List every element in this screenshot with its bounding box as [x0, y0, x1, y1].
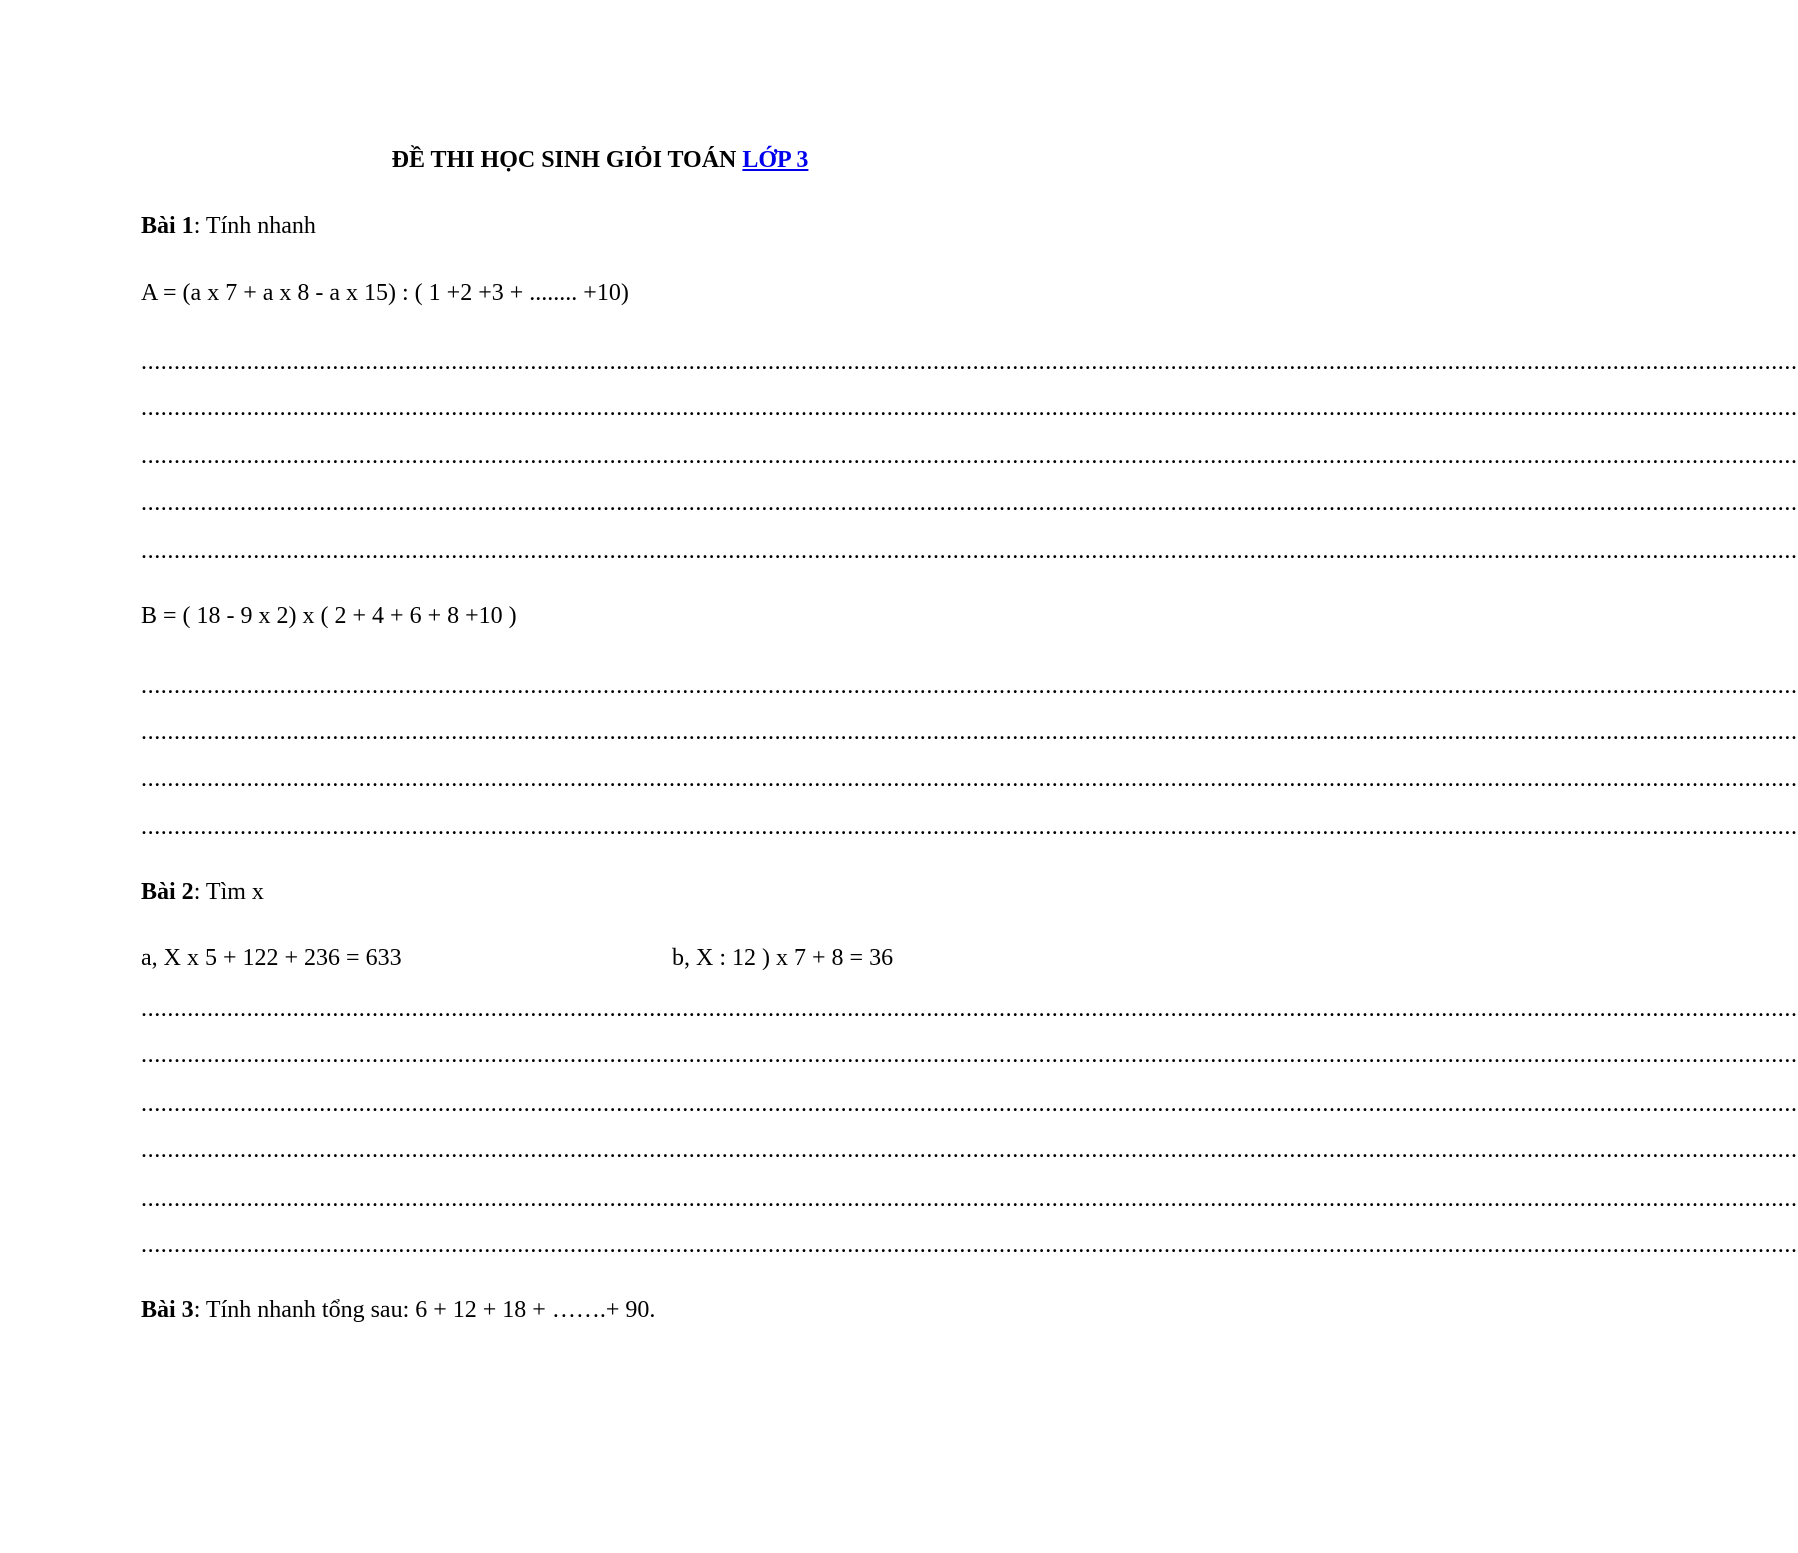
bai1-heading — [141, 211, 316, 241]
bai3-heading-text: : Tính nhanh tổng sau: 6 + 12 + 18 + …….+ 90. — [193, 1297, 656, 1323]
answer-line: ........................................................................................................................................................................................................................................................... — [141, 1042, 1798, 1068]
bai2-part-a: a, X x 5 + 122 + 236 = 633 — [141, 945, 402, 971]
bai1-heading-text: : Tính nhanh — [193, 213, 316, 239]
bai2-heading — [141, 877, 264, 907]
page-title — [0, 145, 1200, 175]
answer-line: ........................................................................................................................................................................................................................................................... — [141, 719, 1798, 745]
answer-line: ........................................................................................................................................................................................................................................................... — [141, 673, 1798, 699]
bai1-expression-b: B = ( 18 - 9 x 2) x ( 2 + 4 + 6 + 8 +10 ) — [141, 603, 517, 629]
answer-line: ........................................................................................................................................................................................................................................................... — [141, 1232, 1798, 1258]
answer-line: ........................................................................................................................................................................................................................................................... — [141, 490, 1798, 516]
bai3-heading — [141, 1295, 655, 1325]
answer-line: ........................................................................................................................................................................................................................................................... — [141, 1186, 1798, 1212]
answer-line: ........................................................................................................................................................................................................................................................... — [141, 538, 1798, 564]
answer-line: ........................................................................................................................................................................................................................................................... — [141, 443, 1798, 469]
grade-link[interactable]: LỚP 3 — [742, 147, 809, 173]
bai2-heading-text: : Tìm x — [193, 879, 264, 905]
answer-line: ........................................................................................................................................................................................................................................................... — [141, 395, 1798, 421]
answer-line: ........................................................................................................................................................................................................................................................... — [141, 766, 1798, 792]
bai3-label: Bài 3 — [141, 1297, 194, 1323]
answer-line: ........................................................................................................................................................................................................................................................... — [141, 1091, 1798, 1117]
bai2-part-b: b, X : 12 ) x 7 + 8 = 36 — [672, 945, 894, 971]
answer-line: ........................................................................................................................................................................................................................................................... — [141, 814, 1798, 840]
bai2-label: Bài 2 — [141, 879, 194, 905]
bai1-label: Bài 1 — [141, 213, 194, 239]
answer-line: ........................................................................................................................................................................................................................................................... — [141, 349, 1798, 375]
title-text: ĐỀ THI HỌC SINH GIỎI TOÁN — [391, 147, 743, 173]
answer-line: ........................................................................................................................................................................................................................................................... — [141, 1137, 1798, 1163]
bai1-expression-a: A = (a x 7 + a x 8 - a x 15) : ( 1 +2 +3 + ........ +10) — [141, 280, 629, 306]
answer-line: ........................................................................................................................................................................................................................................................... — [141, 996, 1798, 1022]
